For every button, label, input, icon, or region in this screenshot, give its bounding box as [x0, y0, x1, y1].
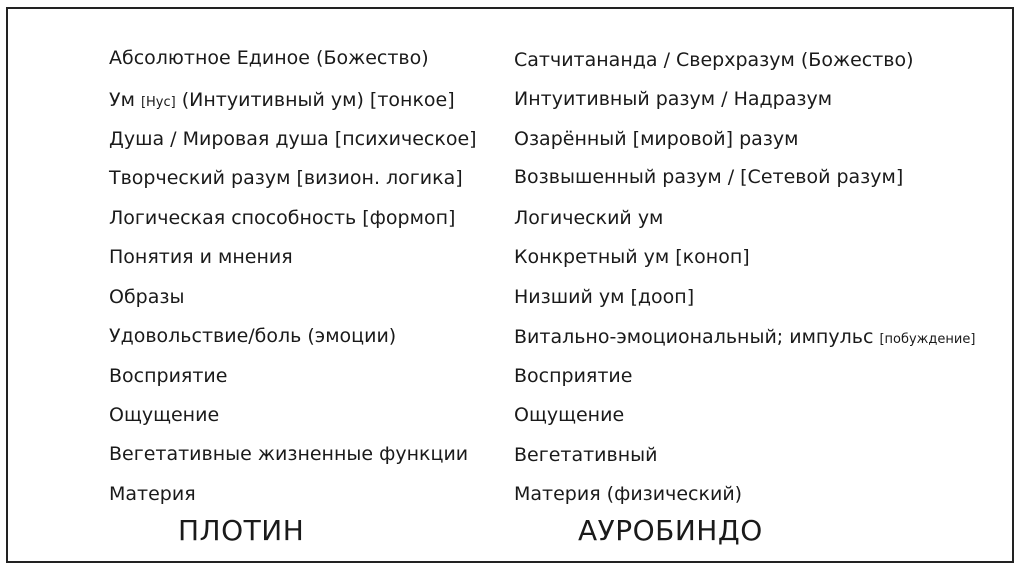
list-item: Вегетативный — [514, 444, 658, 466]
list-item: Логическая способность [формоп] — [109, 207, 456, 229]
list-item: Восприятие — [109, 365, 228, 387]
list-item: Конкретный ум [коноп] — [514, 246, 750, 268]
table-frame — [6, 7, 1014, 563]
list-item: Материя — [109, 483, 196, 505]
list-item: Абсолютное Единое (Божество) — [109, 47, 429, 69]
list-item: Творческий разум [визион. логика] — [109, 167, 463, 189]
list-item: Ум [Нус] (Интуитивный ум) [тонкое] — [109, 89, 455, 111]
list-item: Вегетативные жизненные функции — [109, 443, 469, 465]
list-item: Озарённый [мировой] разум — [514, 128, 799, 150]
list-item: Низший ум [дооп] — [514, 286, 695, 308]
list-item: Материя (физический) — [514, 483, 743, 505]
list-item: Витально-эмоциональный; импульс [побуждение] — [514, 326, 976, 348]
list-item: Сатчитананда / Сверхразум (Божество) — [514, 49, 914, 71]
list-item: Удовольствие/боль (эмоции) — [109, 325, 397, 347]
list-item: Образы — [109, 286, 185, 308]
aurobindo-title: АУРОБИНДО — [578, 514, 763, 547]
list-item: Логический ум — [514, 207, 664, 229]
list-item: Интуитивный разум / Надразум — [514, 88, 833, 110]
list-item: Ощущение — [109, 404, 220, 426]
small-annotation: [побуждение] — [879, 332, 976, 347]
small-annotation: [Нус] — [140, 95, 176, 110]
list-item: Возвышенный разум / [Сетевой разум] — [514, 166, 904, 188]
list-item: Душа / Мировая душа [психическое] — [109, 128, 477, 150]
plotinus-title: ПЛОТИН — [178, 514, 305, 547]
list-item: Понятия и мнения — [109, 246, 293, 268]
list-item: Ощущение — [514, 404, 625, 426]
list-item: Восприятие — [514, 365, 633, 387]
